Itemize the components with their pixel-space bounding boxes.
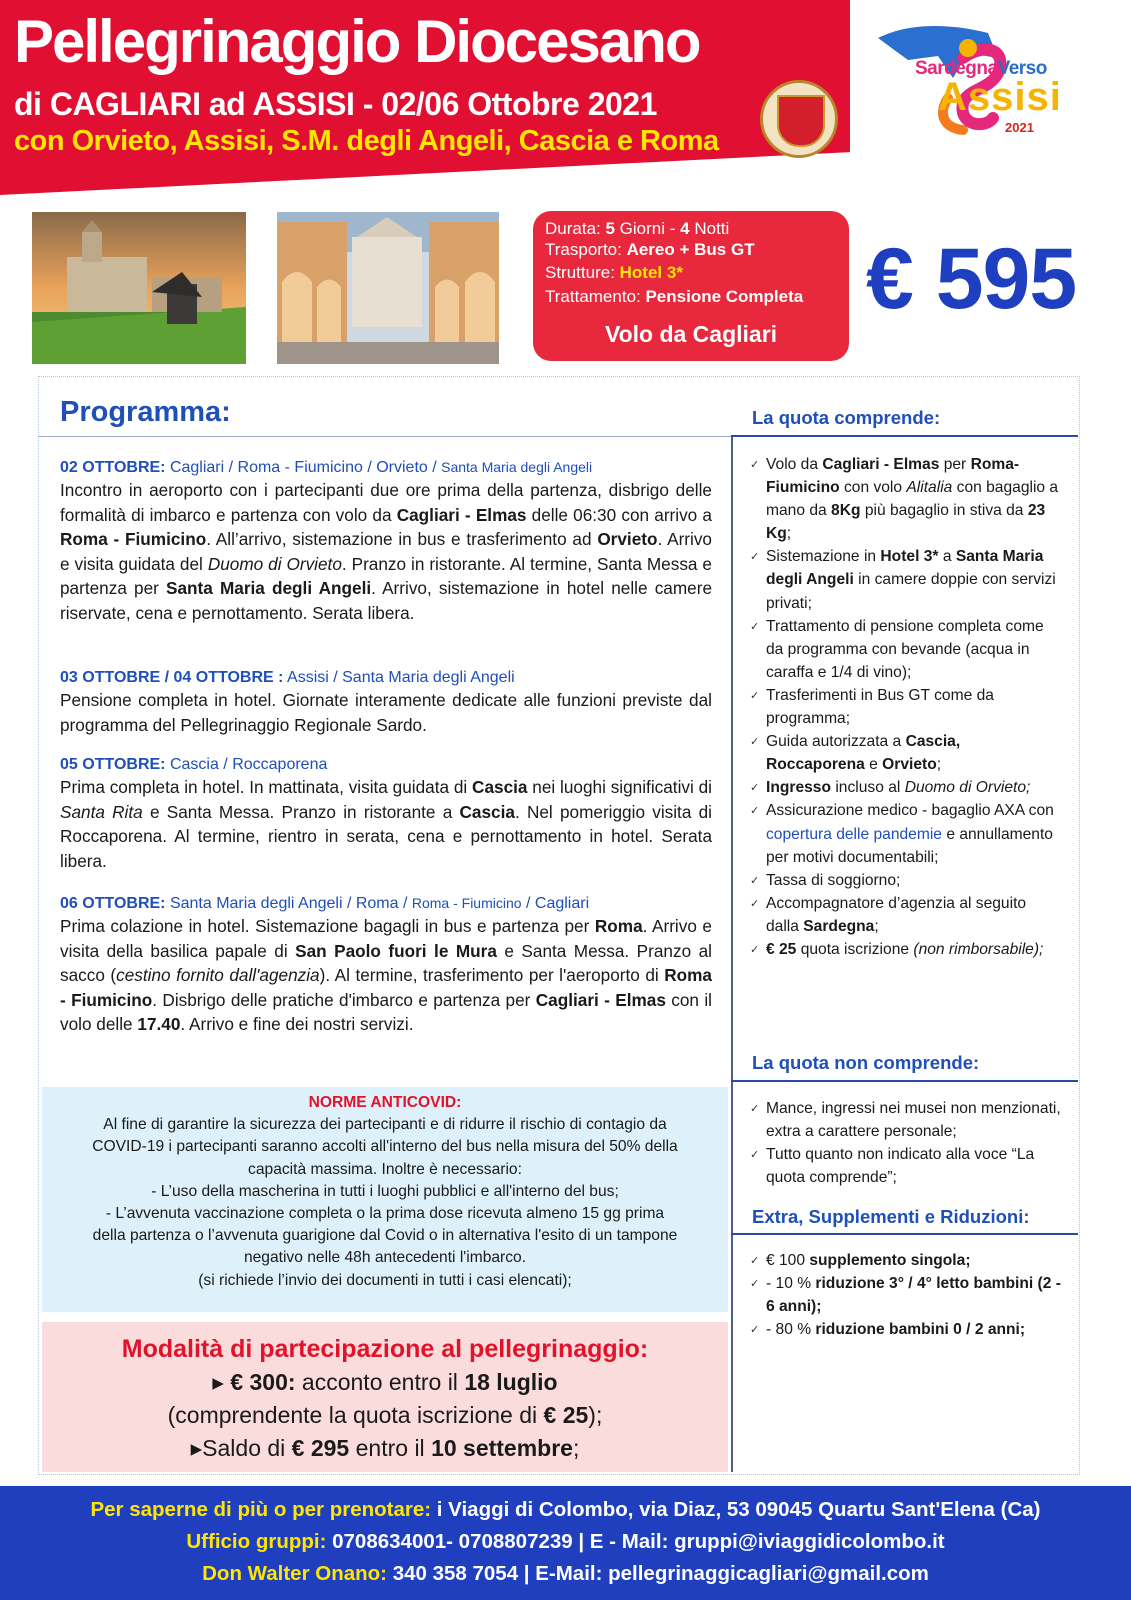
extra-title: Extra, Supplementi e Riduzioni: (752, 1206, 1030, 1227)
programma-divider (38, 436, 731, 437)
assisi-basilica-photo (32, 212, 246, 364)
day-body: Prima completa in hotel. In mattinata, visita guidata di Cascia nei luoghi significativi di Santa Rita e Santa Messa. Pranzo in ristorante a Cascia. Nel pomeriggio visita di Roccaporena. Al termine, rientro in serata, cena e pernottamento in hotel. Serata libera. (60, 777, 712, 871)
modalita-title: Modalità di partecipazione al pellegrinaggio: (121, 1335, 649, 1363)
list-item: ✓ Guida autorizzata a Cascia, Roccaporena e Orvieto; (752, 730, 1062, 776)
logo-text: SardegnaVerso (915, 58, 1047, 79)
non-comprende-list (752, 1097, 1062, 1189)
modalita-iscrizione: (comprendente la quota iscrizione di € 25); (167, 1402, 603, 1428)
footer-line-contact: Don Walter Onano: 340 358 7054 | E-Mail: pellegrinaggicagliari@gmail.com (202, 1562, 929, 1585)
comprende-rule (731, 435, 1078, 437)
day-heading: 05 OTTOBRE: Cascia / Roccaporena (60, 756, 328, 773)
trip-info-box (533, 211, 849, 361)
list-item: ✓ € 25 quota iscrizione (non rimborsabile); (752, 938, 1062, 961)
info-durata: Durata: 5 Giorni - 4 Notti (545, 219, 730, 238)
modalita-saldo: ▸Saldo di € 295 entro il 10 settembre; (190, 1435, 580, 1461)
anticovid-line: Al fine di garantire la sicurezza dei partecipanti e di ridurre il rischio di contagio da (103, 1116, 667, 1134)
day-02-ottobre (60, 457, 712, 625)
anticovid-line: (si richiede l’invio dei documenti in tutti i casi elencati); (198, 1271, 572, 1289)
page-subtitle-cities: con Orvieto, Assisi, S.M. degli Angeli, Cascia e Roma (14, 125, 719, 157)
list-item: ✓ Mance, ingressi nei musei non menzionati, extra a carattere personale; (752, 1097, 1062, 1143)
anticovid-line: - L’uso della mascherina in tutti i luoghi pubblici e all'interno del bus; (151, 1182, 619, 1200)
anticovid-line: COVID-19 i partecipanti saranno accolti all'interno del bus nella misura del 50% della (92, 1138, 678, 1156)
column-divider (731, 436, 733, 1472)
info-strutture: Strutture: Hotel 3* (545, 263, 683, 282)
programma-title: Programma: (60, 396, 231, 428)
day-heading: 02 OTTOBRE: Cagliari / Roma - Fiumicino / Orvieto / Santa Maria degli Angeli (60, 459, 593, 476)
list-item: ✓ Sistemazione in Hotel 3* a Santa Maria degli Angeli in camere doppie con servizi privati; (752, 545, 1062, 614)
anticovid-box (42, 1087, 728, 1312)
modalita-box (42, 1322, 728, 1472)
list-item: ✓ Assicurazione medico - bagaglio AXA con copertura delle pandemie e annullamento per motivi documentabili; (752, 799, 1062, 868)
extra-list (752, 1249, 1062, 1341)
list-item: ✓ - 10 % riduzione 3° / 4° letto bambini (2 - 6 anni); (752, 1272, 1062, 1318)
info-trasporto: Trasporto: Aereo + Bus GT (545, 240, 755, 259)
list-item: ✓ Tassa di soggiorno; (752, 869, 1062, 892)
footer (0, 1486, 1131, 1600)
day-body: Incontro in aeroporto con i partecipanti due ore prima della partenza, disbrigo delle formalità di imbarco e partenza con volo da Cagliari - Elmas delle 06:30 con arrivo a Roma - Fiumicino. All’arrivo, sistemazione in bus e trasferimento ad Orvieto. Arrivo e visita guidata del Duomo di Orvieto. Pranzo in ristorante. Al termine, Santa Messa e partenza per Santa Maria degli Angeli. Arrivo, sistemazione in hotel nelle camere riservate, cena e pernottamento. Serata libera. (60, 480, 713, 623)
page-subtitle: di CAGLIARI ad ASSISI - 02/06 Ottobre 2021 (14, 86, 657, 122)
santa-maria-degli-angeli-photo (277, 212, 499, 364)
comprende-title: La quota comprende: (752, 407, 941, 428)
day-body: Prima colazione in hotel. Sistemazione bagagli in bus e partenza per Roma. Arrivo e visita della basilica papale di San Paolo fuori le Mura e Santa Messa. Pranzo al sacco (cestino fornito dall'agenzia). Al termine, trasferimento per l'aeroporto di Roma - Fiumicino. Disbrigo delle pratiche d'imbarco e partenza per Cagliari - Elmas con il volo delle 17.40. Arrivo e fine dei nostri servizi. (60, 916, 712, 1034)
non-comprende-rule (731, 1080, 1078, 1082)
non-comprende-title: La quota non comprende: (752, 1052, 980, 1073)
diocese-seal-icon (760, 80, 838, 158)
logo-assisi-text: Assisi (938, 75, 1062, 119)
day-05-ottobre (60, 755, 712, 873)
list-item: ✓ € 100 supplemento singola; (752, 1249, 1062, 1272)
day-03-04-ottobre (60, 668, 712, 737)
day-body: Pensione completa in hotel. Giornate interamente dedicate alle funzioni previste dal programma del Pellegrinaggio Regionale Sardo. (60, 690, 712, 735)
footer-line-office: Ufficio gruppi: 0708634001- 0708807239 | E - Mail: gruppi@iviaggidicolombo.it (186, 1530, 945, 1553)
footer-line-booking: Per saperne di più o per prenotare: i Viaggi di Colombo, via Diaz, 53 09045 Quartu Sant'Elena (Ca) (90, 1498, 1041, 1521)
list-item: ✓ Trattamento di pensione completa come da programma con bevande (acqua in caraffa e 1/4 di vino); (752, 615, 1062, 684)
page-title: Pellegrinaggio Diocesano (14, 8, 700, 75)
anticovid-line: negativo nelle 48h antecedenti l'imbarco. (243, 1249, 527, 1267)
anticovid-line: capacità massima. Inoltre è necessario: (248, 1160, 522, 1178)
list-item: ✓ Trasferimenti in Bus GT come da programma; (752, 684, 1062, 730)
list-item: ✓ Volo da Cagliari - Elmas per Roma-Fiumicino con volo Alitalia con bagaglio a mano da 8Kg più bagaglio in stiva da 23 Kg; (752, 453, 1062, 545)
list-item: ✓ Tutto quanto non indicato alla voce “La quota comprende”; (752, 1143, 1062, 1189)
anticovid-title: NORME ANTICOVID: (308, 1094, 462, 1111)
anticovid-line: della partenza o l’avvenuta guarigione dal Covid o in alternativa l'esito di un tampone (92, 1227, 678, 1245)
day-heading: 06 OTTOBRE: Santa Maria degli Angeli / Roma / Roma - Fiumicino / Cagliari (60, 895, 590, 912)
price: € 595 (866, 231, 1077, 327)
list-item: ✓ - 80 % riduzione bambini 0 / 2 anni; (752, 1318, 1062, 1341)
comprende-list (752, 453, 1062, 961)
extra-rule (731, 1233, 1078, 1235)
day-06-ottobre (60, 893, 712, 1037)
info-volo: Volo da Cagliari (604, 321, 778, 347)
list-item: ✓ Ingresso incluso al Duomo di Orvieto; (752, 776, 1062, 799)
anticovid-line: - L’avvenuta vaccinazione completa o la prima dose ricevuta almeno 15 gg prima (105, 1205, 665, 1223)
day-heading: 03 OTTOBRE / 04 OTTOBRE : Assisi / Santa Maria degli Angeli (60, 669, 515, 686)
info-trattamento: Trattamento: Pensione Completa (545, 287, 804, 306)
logo-year: 2021 (1005, 120, 1034, 135)
list-item: ✓ Accompagnatore d’agenzia al seguito dalla Sardegna; (752, 892, 1062, 938)
modalita-acconto: ▸ € 300: acconto entro il 18 luglio (212, 1369, 558, 1395)
